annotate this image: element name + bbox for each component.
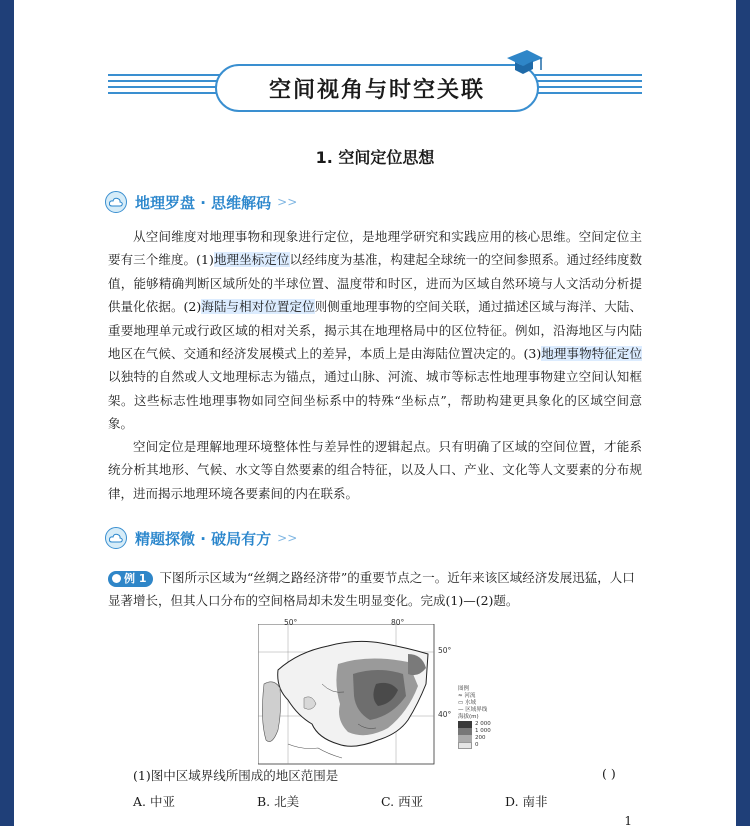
practice-heading-text: 精题探微 · 破局有方 [135, 529, 272, 548]
option-a: A. 中亚 [133, 794, 175, 809]
text-run: 以经纬度为基准，构建起全球统一的空间参照系。通过经纬度数值，能够精确判断区域所处的半球位置、温度带和时区，进而为区域自然环境与人文活动分析提供量化依据。(2) [108, 252, 642, 315]
double-chevron-icon: >> [277, 531, 298, 545]
compass-paragraph-1 [108, 225, 642, 436]
legend-elev-title: 海拔(m) [458, 714, 479, 720]
compass-heading [105, 190, 297, 214]
example-stem [108, 566, 642, 613]
sub-question-1: (1)图中区域界线所围成的地区范围是 [133, 768, 339, 783]
elev-value: 2 000 [475, 721, 491, 727]
text-run: 以独特的自然或人文地理标志为锚点，通过山脉、河流、城市等标志性地理事物建立空间认知框架。这些标志性地理事物如同空间坐标系中的特殊“坐标点”，帮助构建更具象化的区域空间意象。 [108, 369, 642, 432]
elev-value: 200 [475, 735, 486, 741]
dot-icon [112, 574, 121, 583]
compass-heading-text: 地理罗盘 · 思维解码 [135, 193, 272, 212]
highlight-feature-position: 地理事物特征定位 [541, 346, 642, 362]
legend-item: ≈ 河流 [458, 693, 476, 699]
option-b: B. 北美 [257, 794, 300, 809]
cloud-icon [105, 191, 127, 213]
water-icon: ▭ [458, 700, 464, 706]
example-badge [108, 571, 153, 587]
lon-label-80: 80° [391, 618, 405, 627]
graduation-cap-icon [505, 48, 545, 76]
section-title: 1. 空间定位思想 [315, 148, 435, 167]
map-legend [458, 686, 491, 749]
left-page-edge [0, 0, 14, 826]
elevation-ramp [458, 721, 472, 749]
map-drawing [258, 624, 492, 766]
example-stem-text: 下图所示区域为“丝绸之路经济带”的重要节点之一。近年来该区域经济发展迅猛，人口显著增长，但其人口分布的空间格局却未发生明显变化。完成(1)—(2)题。 [108, 570, 635, 609]
compass-paragraph-2: 空间定位是理解地理环境整体性与差异性的逻辑起点。只有明确了区域的空间位置，才能系统分析其地形、气候、水文等自然要素的组合特征，以及人口、产业、文化等人文要素的分布规律，进而揭示地理环境各要素间的内在联系。 [108, 439, 642, 501]
option-c: C. 西亚 [381, 794, 424, 809]
elev-value: 0 [475, 742, 479, 748]
text-run: 则侧重地理事物的空间关联，通过描述区域与海洋、大陆、重要地理单元或行政区域的相对关系，揭示其在地理格局中的区位特征。例如，沿海地区与内陆地区在气候、交通和经济发展模式上的差异，本质上是由海陆位置决定的。(3) [108, 299, 642, 362]
banner-pill [215, 64, 539, 112]
example-badge-text: 例 1 [124, 572, 147, 585]
text-run: 从空间维度对地理事物和现象进行定位，是地理学研究和实践应用的核心思维。空间定位主要有三个维度。(1) [108, 229, 642, 268]
highlight-geo-coordinate: 地理坐标定位 [213, 252, 290, 268]
legend-item: — 区域界线 [458, 707, 488, 713]
lat-label-50: 50° [438, 646, 452, 655]
lat-label-40: 40° [438, 710, 452, 719]
double-chevron-icon: >> [277, 195, 298, 209]
chapter-title: 空间视角与时空关联 [268, 77, 485, 103]
legend-elevation-scale [458, 721, 491, 749]
option-d: D. 南非 [505, 794, 548, 809]
region-map [258, 618, 492, 766]
highlight-relative-position: 海陆与相对位置定位 [201, 299, 315, 315]
legend-item: ▭ 水域 [458, 700, 476, 706]
page-number: 1 [624, 814, 632, 828]
boundary-icon: — [458, 707, 464, 713]
right-page-edge [736, 0, 750, 826]
lon-label-50: 50° [284, 618, 298, 627]
practice-heading [105, 526, 297, 550]
river-icon: ≈ [458, 693, 463, 699]
chapter-banner [108, 64, 642, 110]
cloud-icon [105, 527, 127, 549]
elev-value: 1 000 [475, 728, 491, 734]
legend-title: 图例 [458, 686, 470, 692]
answer-parentheses: ( ) [602, 766, 616, 781]
